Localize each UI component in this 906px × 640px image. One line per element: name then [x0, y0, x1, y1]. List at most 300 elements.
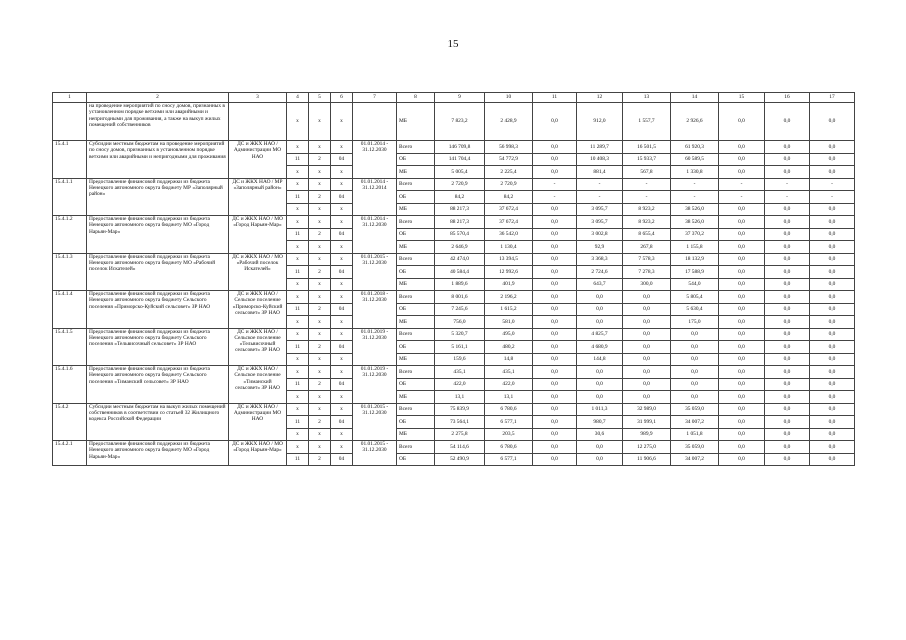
header-row — [53, 93, 855, 103]
code-cell: 2 — [309, 341, 331, 354]
funding-source: Всего — [397, 291, 435, 304]
value-cell: 0,0 — [533, 316, 577, 329]
value-cell: 6 577,1 — [485, 453, 533, 466]
value-cell: 0,0 — [533, 253, 577, 266]
value-cell: 0,0 — [765, 378, 810, 391]
funding-source: ОБ — [397, 153, 435, 166]
value-cell: 10 408,3 — [577, 153, 623, 166]
value-cell: - — [533, 191, 577, 204]
table-row — [53, 403, 855, 416]
value-cell: 5 805,4 — [671, 291, 719, 304]
value-cell: 13 394,5 — [485, 253, 533, 266]
value-cell: 581,0 — [485, 316, 533, 329]
period — [353, 103, 397, 141]
funding-source: МБ — [397, 241, 435, 254]
column-number: 16 — [765, 93, 810, 103]
value-cell: 0,0 — [533, 366, 577, 379]
value-cell: 18 132,9 — [671, 253, 719, 266]
value-cell: 0,0 — [810, 278, 855, 291]
value-cell: 0,0 — [623, 328, 671, 341]
value-cell: 0,0 — [765, 166, 810, 179]
value-cell: 40 584,4 — [435, 266, 485, 279]
period: 01.01.2014 - 31.12.2030 — [353, 141, 397, 179]
value-cell: 5 161,1 — [435, 341, 485, 354]
value-cell: 0,0 — [719, 266, 765, 279]
value-cell: 0,0 — [533, 403, 577, 416]
period: 01.01.2019 - 31.12.2030 — [353, 328, 397, 366]
value-cell: 0,0 — [719, 203, 765, 216]
value-cell: 0,0 — [765, 453, 810, 466]
value-cell: - — [623, 191, 671, 204]
value-cell: 2 724,6 — [577, 266, 623, 279]
value-cell: 0,0 — [765, 153, 810, 166]
table-row — [53, 141, 855, 154]
executor: ДС и ЖКХ НАО / Администрации МО НАО — [229, 403, 287, 441]
value-cell: 0,0 — [533, 203, 577, 216]
value-cell: 42 474,0 — [435, 253, 485, 266]
value-cell: 31 999,1 — [623, 416, 671, 429]
item-code: 15.4.1.2 — [53, 216, 87, 254]
value-cell: 30,6 — [577, 428, 623, 441]
value-cell: 0,0 — [810, 303, 855, 316]
value-cell: 495,0 — [485, 328, 533, 341]
code-cell: х — [309, 141, 331, 154]
value-cell: 4 680,9 — [577, 341, 623, 354]
period: 01.01.2019 - 31.12.2030 — [353, 366, 397, 404]
funding-source: ОБ — [397, 191, 435, 204]
value-cell: 88 217,3 — [435, 203, 485, 216]
value-cell: 0,0 — [719, 391, 765, 404]
value-cell: 0,0 — [719, 166, 765, 179]
value-cell: 756,0 — [435, 316, 485, 329]
value-cell: 0,0 — [765, 366, 810, 379]
code-cell: 2 — [309, 303, 331, 316]
code-cell: х — [287, 391, 309, 404]
item-code: 15.4.1 — [53, 141, 87, 179]
value-cell: 8 001,6 — [435, 291, 485, 304]
value-cell: 5 320,7 — [435, 328, 485, 341]
value-cell: 13,1 — [485, 391, 533, 404]
code-cell: х — [309, 316, 331, 329]
value-cell: 0,0 — [577, 316, 623, 329]
code-cell: х — [331, 291, 353, 304]
executor: ДС и ЖКХ НАО / МО «Рабочий поселок Искателей» — [229, 253, 287, 291]
value-cell: 0,0 — [765, 391, 810, 404]
value-cell: 0,0 — [719, 441, 765, 454]
value-cell: 0,0 — [810, 403, 855, 416]
table-row — [53, 328, 855, 341]
value-cell: 980,7 — [577, 416, 623, 429]
value-cell: 0,0 — [719, 416, 765, 429]
value-cell: 0,0 — [623, 391, 671, 404]
value-cell: 2 720,9 — [435, 178, 485, 191]
value-cell: 0,0 — [719, 291, 765, 304]
value-cell: 2 196,2 — [485, 291, 533, 304]
value-cell: - — [577, 191, 623, 204]
item-name: Предоставление финансовой поддержки из бюджета Ненецкого автономного округа бюджету МР «Заполярный район» — [87, 178, 229, 216]
value-cell: 1 051,8 — [671, 428, 719, 441]
value-cell: 6 577,1 — [485, 416, 533, 429]
code-cell: х — [309, 253, 331, 266]
value-cell: 1 011,3 — [577, 403, 623, 416]
value-cell: 0,0 — [533, 103, 577, 141]
code-cell: х — [287, 253, 309, 266]
value-cell: 0,0 — [810, 453, 855, 466]
value-cell: 203,5 — [485, 428, 533, 441]
table-row — [53, 291, 855, 304]
item-name: Предоставление финансовой поддержки из бюджета Ненецкого автономного округа бюджету Сельского поселения «Тельвисочный сельсовет» ЗР НАО — [87, 328, 229, 366]
code-cell: х — [331, 366, 353, 379]
code-cell: х — [331, 141, 353, 154]
code-cell: х — [331, 441, 353, 454]
value-cell: 16 501,5 — [623, 141, 671, 154]
value-cell: 0,0 — [671, 366, 719, 379]
value-cell: 141 704,4 — [435, 153, 485, 166]
value-cell: 14,8 — [485, 353, 533, 366]
value-cell: 5 630,4 — [671, 303, 719, 316]
value-cell: 0,0 — [810, 228, 855, 241]
value-cell: 32 989,0 — [623, 403, 671, 416]
value-cell: 73 564,1 — [435, 416, 485, 429]
code-cell: х — [309, 391, 331, 404]
column-number: 7 — [353, 93, 397, 103]
item-name: Предоставление финансовой поддержки из бюджета Ненецкого автономного округа бюджету МО «Город Нарьян-Мар» — [87, 441, 229, 466]
code-cell: 11 — [287, 378, 309, 391]
code-cell: х — [309, 291, 331, 304]
funding-source: ОБ — [397, 303, 435, 316]
item-name: Субсидии местным бюджетам на проведение мероприятий по сносу домов, признанных в установленном порядке ветхими или аварийными и непригодными для проживания — [87, 141, 229, 179]
value-cell: - — [623, 178, 671, 191]
code-cell: х — [309, 328, 331, 341]
value-cell: 75 839,9 — [435, 403, 485, 416]
period: 01.01.2014 - 31.12.2014 — [353, 178, 397, 216]
value-cell: 0,0 — [533, 266, 577, 279]
value-cell: 35 059,0 — [671, 441, 719, 454]
value-cell: 0,0 — [719, 341, 765, 354]
value-cell: 0,0 — [810, 428, 855, 441]
code-cell: х — [309, 353, 331, 366]
value-cell: 0,0 — [577, 366, 623, 379]
code-cell: 11 — [287, 303, 309, 316]
value-cell: 0,0 — [765, 441, 810, 454]
value-cell: 0,0 — [671, 391, 719, 404]
code-cell: 11 — [287, 191, 309, 204]
code-cell: 2 — [309, 378, 331, 391]
value-cell: 2 646,9 — [435, 241, 485, 254]
value-cell: 0,0 — [623, 366, 671, 379]
item-name: на проведение мероприятий по сносу домов, признанных в установленном порядке ветхими или аварийными и непригодными для проживания, а также на выкуп жилых помещений собственников — [87, 103, 229, 141]
value-cell: 0,0 — [765, 141, 810, 154]
code-cell: х — [287, 366, 309, 379]
code-cell: х — [309, 428, 331, 441]
value-cell: 1 889,6 — [435, 278, 485, 291]
item-code: 15.4.2 — [53, 403, 87, 441]
value-cell: 0,0 — [623, 353, 671, 366]
item-name: Предоставление финансовой поддержки из бюджета Ненецкого автономного округа бюджету МО «Город Нарьян-Мар» — [87, 216, 229, 254]
value-cell: 0,0 — [533, 153, 577, 166]
funding-source: Всего — [397, 328, 435, 341]
item-code: 15.4.1.4 — [53, 291, 87, 329]
code-cell: 2 — [309, 191, 331, 204]
column-number: 12 — [577, 93, 623, 103]
code-cell: х — [331, 316, 353, 329]
value-cell: 0,0 — [810, 366, 855, 379]
value-cell: 34 007,2 — [671, 416, 719, 429]
value-cell: 2 428,9 — [485, 103, 533, 141]
code-cell: х — [287, 353, 309, 366]
value-cell: 0,0 — [810, 341, 855, 354]
code-cell: 2 — [309, 266, 331, 279]
value-cell: 6 780,6 — [485, 441, 533, 454]
value-cell: 2 275,8 — [435, 428, 485, 441]
funding-source: МБ — [397, 103, 435, 141]
funding-source: МБ — [397, 278, 435, 291]
period: 01.01.2015 - 31.12.2030 — [353, 441, 397, 466]
funding-source: Всего — [397, 253, 435, 266]
value-cell: 300,0 — [623, 278, 671, 291]
code-cell: 11 — [287, 266, 309, 279]
value-cell: 0,0 — [577, 441, 623, 454]
value-cell: 422,0 — [435, 378, 485, 391]
code-cell: х — [309, 278, 331, 291]
funding-source: ОБ — [397, 378, 435, 391]
value-cell: 8 923,2 — [623, 203, 671, 216]
value-cell: 2 926,6 — [671, 103, 719, 141]
code-cell: 04 — [331, 191, 353, 204]
table-row — [53, 103, 855, 141]
executor: ДС и ЖКХ НАО / МР «Заполярный район» — [229, 178, 287, 216]
value-cell: 0,0 — [810, 416, 855, 429]
value-cell: 0,0 — [810, 253, 855, 266]
value-cell: 0,0 — [810, 441, 855, 454]
value-cell: 0,0 — [533, 416, 577, 429]
code-cell: 04 — [331, 228, 353, 241]
value-cell: 0,0 — [671, 328, 719, 341]
funding-source: МБ — [397, 353, 435, 366]
item-code: 15.4.1.1 — [53, 178, 87, 216]
item-name: Предоставление финансовой поддержки из бюджета Ненецкого автономного округа бюджету Сельского поселения «Тиманский сельсовет» ЗР НАО — [87, 366, 229, 404]
value-cell: 37 370,2 — [671, 228, 719, 241]
value-cell: 0,0 — [533, 291, 577, 304]
value-cell: 84,2 — [485, 191, 533, 204]
value-cell: 0,0 — [577, 391, 623, 404]
value-cell: 38 526,0 — [671, 216, 719, 229]
value-cell: - — [577, 178, 623, 191]
value-cell: 0,0 — [533, 341, 577, 354]
value-cell: 12 275,0 — [623, 441, 671, 454]
value-cell: 61 920,3 — [671, 141, 719, 154]
value-cell: 0,0 — [719, 216, 765, 229]
value-cell: - — [671, 178, 719, 191]
value-cell: 1 130,4 — [485, 241, 533, 254]
code-cell: 2 — [309, 153, 331, 166]
value-cell: 0,0 — [533, 228, 577, 241]
table-row — [53, 253, 855, 266]
code-cell: х — [331, 328, 353, 341]
value-cell: 0,0 — [765, 278, 810, 291]
value-cell: 159,6 — [435, 353, 485, 366]
value-cell: 37 672,4 — [485, 216, 533, 229]
value-cell: 0,0 — [810, 216, 855, 229]
column-number: 2 — [87, 93, 229, 103]
funding-source: МБ — [397, 428, 435, 441]
value-cell: 11 906,6 — [623, 453, 671, 466]
value-cell: 0,0 — [623, 378, 671, 391]
value-cell: 0,0 — [577, 291, 623, 304]
value-cell: 0,0 — [810, 328, 855, 341]
value-cell: 267,8 — [623, 241, 671, 254]
value-cell: 1 557,7 — [623, 103, 671, 141]
column-number: 14 — [671, 93, 719, 103]
value-cell: 13,1 — [435, 391, 485, 404]
code-cell: х — [331, 428, 353, 441]
code-cell: х — [287, 328, 309, 341]
column-number: 9 — [435, 93, 485, 103]
code-cell: х — [331, 391, 353, 404]
value-cell: - — [765, 191, 810, 204]
value-cell: 0,0 — [533, 428, 577, 441]
value-cell: 92,9 — [577, 241, 623, 254]
value-cell: 8 655,4 — [623, 228, 671, 241]
value-cell: 989,9 — [623, 428, 671, 441]
code-cell: х — [331, 166, 353, 179]
code-cell: х — [309, 103, 331, 141]
column-number: 4 — [287, 93, 309, 103]
code-cell: х — [331, 203, 353, 216]
funding-source: ОБ — [397, 341, 435, 354]
value-cell: 435,1 — [435, 366, 485, 379]
value-cell: 0,0 — [719, 141, 765, 154]
value-cell: 0,0 — [719, 453, 765, 466]
value-cell: 0,0 — [810, 391, 855, 404]
value-cell: 0,0 — [719, 253, 765, 266]
value-cell: 0,0 — [671, 378, 719, 391]
funding-source: Всего — [397, 216, 435, 229]
executor: ДС и ЖКХ НАО / МО «Город Нарьян-Мар» — [229, 441, 287, 466]
code-cell: х — [287, 403, 309, 416]
funding-source: Всего — [397, 441, 435, 454]
value-cell: 38 526,0 — [671, 203, 719, 216]
column-number: 17 — [810, 93, 855, 103]
funding-source: ОБ — [397, 266, 435, 279]
code-cell: 11 — [287, 228, 309, 241]
value-cell: 0,0 — [719, 303, 765, 316]
code-cell: 04 — [331, 266, 353, 279]
code-cell: 04 — [331, 378, 353, 391]
funding-source: МБ — [397, 203, 435, 216]
value-cell: 0,0 — [765, 316, 810, 329]
value-cell: 0,0 — [765, 428, 810, 441]
code-cell: х — [287, 441, 309, 454]
value-cell: 0,0 — [810, 378, 855, 391]
value-cell: 0,0 — [533, 453, 577, 466]
column-number: 15 — [719, 93, 765, 103]
value-cell: 7 578,3 — [623, 253, 671, 266]
value-cell: 37 672,4 — [485, 203, 533, 216]
item-name: Предоставление финансовой поддержки из бюджета Ненецкого автономного округа бюджету МО «Рабочий поселок Искателей» — [87, 253, 229, 291]
code-cell: х — [331, 103, 353, 141]
value-cell: 60 589,5 — [671, 153, 719, 166]
column-number: 6 — [331, 93, 353, 103]
code-cell: 11 — [287, 453, 309, 466]
code-cell: х — [309, 366, 331, 379]
value-cell: 0,0 — [765, 416, 810, 429]
code-cell: 11 — [287, 416, 309, 429]
code-cell: х — [331, 216, 353, 229]
value-cell: 0,0 — [765, 203, 810, 216]
code-cell: х — [309, 203, 331, 216]
value-cell: 0,0 — [765, 353, 810, 366]
code-cell: х — [331, 278, 353, 291]
value-cell: - — [671, 191, 719, 204]
value-cell: 401,9 — [485, 278, 533, 291]
value-cell: 0,0 — [533, 166, 577, 179]
value-cell: 0,0 — [623, 291, 671, 304]
value-cell: 0,0 — [719, 153, 765, 166]
value-cell: 643,7 — [577, 278, 623, 291]
code-cell: х — [287, 203, 309, 216]
funding-source: МБ — [397, 391, 435, 404]
value-cell: 11 289,7 — [577, 141, 623, 154]
code-cell: 2 — [309, 416, 331, 429]
code-cell: х — [287, 216, 309, 229]
value-cell: 6 780,6 — [485, 403, 533, 416]
code-cell: х — [331, 353, 353, 366]
table-row — [53, 178, 855, 191]
column-number: 10 — [485, 93, 533, 103]
value-cell: 0,0 — [533, 378, 577, 391]
executor: ДС и ЖКХ НАО / Сельское поселение «Приморско-Куйский сельсовет» ЗР НАО — [229, 291, 287, 329]
code-cell: х — [331, 253, 353, 266]
value-cell: 84,2 — [435, 191, 485, 204]
value-cell: 0,0 — [765, 303, 810, 316]
value-cell: - — [719, 178, 765, 191]
funding-source: Всего — [397, 366, 435, 379]
item-name: Предоставление финансовой поддержки из бюджета Ненецкого автономного округа бюджету Сельского поселения «Приморско-Куйский сельсовет» ЗР НАО — [87, 291, 229, 329]
value-cell: 0,0 — [533, 353, 577, 366]
value-cell: 7 245,6 — [435, 303, 485, 316]
value-cell: 435,1 — [485, 366, 533, 379]
value-cell: 0,0 — [623, 341, 671, 354]
code-cell: 04 — [331, 453, 353, 466]
value-cell: 3 095,7 — [577, 216, 623, 229]
value-cell: 7 278,3 — [623, 266, 671, 279]
value-cell: 0,0 — [719, 403, 765, 416]
code-cell: х — [287, 141, 309, 154]
value-cell: 54 114,6 — [435, 441, 485, 454]
code-cell: х — [331, 403, 353, 416]
code-cell: х — [287, 291, 309, 304]
value-cell: 0,0 — [810, 153, 855, 166]
code-cell: х — [309, 216, 331, 229]
item-code: 15.4.1.3 — [53, 253, 87, 291]
code-cell: 11 — [287, 153, 309, 166]
value-cell: 0,0 — [719, 428, 765, 441]
value-cell: 0,0 — [810, 141, 855, 154]
value-cell: 544,0 — [671, 278, 719, 291]
code-cell: 2 — [309, 228, 331, 241]
table-row — [53, 216, 855, 229]
value-cell: 0,0 — [765, 266, 810, 279]
value-cell: 881,4 — [577, 166, 623, 179]
funding-source: ОБ — [397, 228, 435, 241]
value-cell: 0,0 — [810, 291, 855, 304]
value-cell: 3 368,3 — [577, 253, 623, 266]
value-cell: 0,0 — [765, 291, 810, 304]
item-code: 15.4.2.1 — [53, 441, 87, 466]
code-cell: х — [287, 316, 309, 329]
code-cell: 04 — [331, 416, 353, 429]
